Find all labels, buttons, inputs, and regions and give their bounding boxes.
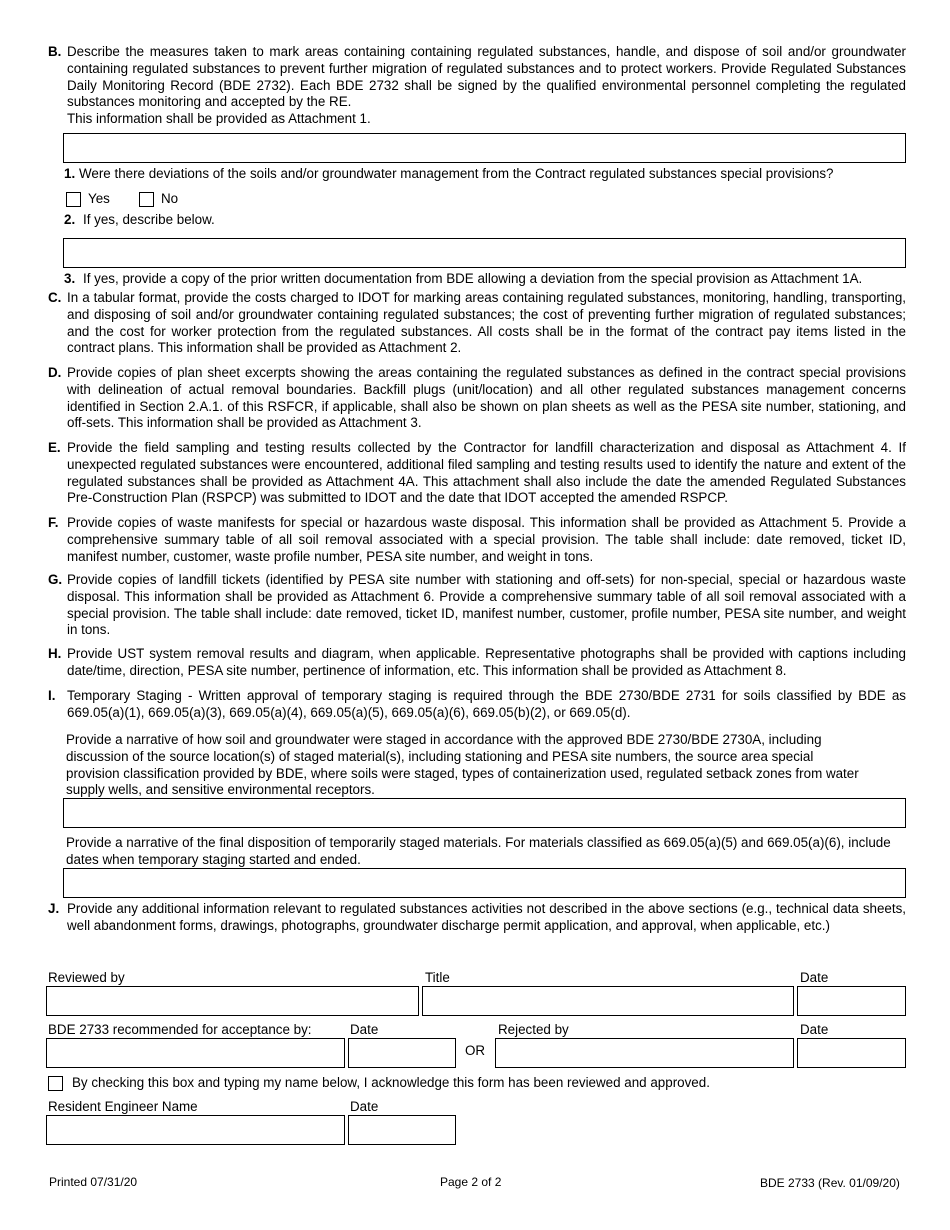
recommended-by-label: BDE 2733 recommended for acceptance by: <box>48 1022 312 1037</box>
question-2-label: 2. <box>64 212 76 227</box>
rejected-date-field[interactable] <box>797 1038 906 1068</box>
section-i-label: I. <box>48 688 56 703</box>
question-1-label: 1. <box>64 166 76 181</box>
section-d-text: Provide copies of plan sheet excerpts showing the areas containing the regulated substances as defined in the contract special provisions with delineation of actual removal boundaries. Backfill plugs (unit/location) and all other regulated substances management concerns identified in Section 2.A.1. of this RSFCR, if applicable, shall also be shown on plan sheets as well as the PESA site number, stationing, and off-sets. This information shall be provided as Attachment 3. <box>67 365 906 431</box>
section-h-label: H. <box>48 646 62 661</box>
yes-label: Yes <box>88 191 110 206</box>
question-3-label: 3. <box>64 271 76 286</box>
question-2-text: If yes, describe below. <box>83 212 215 227</box>
section-g-text: Provide copies of landfill tickets (identified by PESA site number with stationing and off-sets) for non-special, special or hazardous waste disposal. This information shall be provided as Attachment 6. Provide a comprehensive summary table of all soil removal associated with a special provision. The table shall include: date removed, ticket ID, manifest number, customer, profile number, PESA site number, and weight in tons. <box>67 572 906 638</box>
yes-checkbox[interactable] <box>66 192 81 207</box>
staging-narrative-field[interactable] <box>63 798 906 828</box>
section-j-text: Provide any additional information relevant to regulated substances activities not described in the above sections (e.g., technical data sheets, well abandonment forms, drawings, photographs, groundwater discharge permit application, and approval, when applicable, etc.) <box>67 901 906 933</box>
section-b-text: Describe the measures taken to mark areas containing containing regulated substances, handle, and dispose of soil and/or groundwater containing regulated substances to prevent further migration of regulated substances and to protect workers. Provide Regulated Substances Daily Monitoring Record (BDE 2732). Each BDE 2732 shall be signed by the qualified environmental personnel completing the regulated substances monitoring and accepted by the RE. <box>67 44 906 110</box>
section-f-text: Provide copies of waste manifests for special or hazardous waste disposal. This information shall be provided as Attachment 5. Provide a comprehensive summary table of all soil removal associated with a special provision. The table shall include: date removed, ticket ID, manifest number, customer, waste profile number, PESA site number, and weight in tons. <box>67 515 906 564</box>
staging-narrative-prompt: Provide a narrative of how soil and groundwater were staged in accordance with the approved BDE 2730/BDE 2730A, including discussion of the source location(s) of staged material(s), including stationing and PESA site numbers, the source area special provision classification provided by BDE, where soils were staged, types of containerization used, regulated setback zones from water supply wells, and sensitive environmental receptors. <box>66 732 859 798</box>
disposition-narrative-prompt: Provide a narrative of the final disposition of temporarily staged materials. For materials classified as 669.05(a)(5) and 669.05(a)(6), include dates when temporary staging started and ended. <box>66 835 891 867</box>
section-d-label: D. <box>48 365 62 380</box>
acknowledge-label: By checking this box and typing my name below, I acknowledge this form has been reviewed and approved. <box>72 1075 710 1090</box>
deviation-description-field[interactable] <box>63 238 906 268</box>
section-b-attachment-note: This information shall be provided as Attachment 1. <box>67 111 371 126</box>
acknowledge-checkbox[interactable] <box>48 1076 63 1091</box>
rejected-date-label: Date <box>800 1022 829 1037</box>
question-1-text: Were there deviations of the soils and/or groundwater management from the Contract regulated substances special provisions? <box>79 166 834 181</box>
question-3-text: If yes, provide a copy of the prior written documentation from BDE allowing a deviation from the special provision as Attachment 1A. <box>83 271 863 286</box>
section-j-label: J. <box>48 901 60 916</box>
rejected-by-field[interactable] <box>495 1038 794 1068</box>
section-h-text: Provide UST system removal results and diagram, when applicable. Representative photographs shall be provided with captions including date/time, direction, PESA site number, pertinence of information, etc. This information shall be provided as Attachment 8. <box>67 646 906 678</box>
resident-engineer-name-field[interactable] <box>46 1115 345 1145</box>
section-g-label: G. <box>48 572 63 587</box>
section-e-text: Provide the field sampling and testing results collected by the Contractor for landfill characterization and disposal as Attachment 4. If unexpected regulated substances were encountered, additional filed sampling and testing results used to identify the nature and extent of the regulated substances shall be provided as Attachment 4A. This attachment shall also include the date the amended Regulated Substances Pre-Construction Plan (RSPCP) was submitted to IDOT and the date that IDOT accepted the amended RSPCP. <box>67 440 906 506</box>
section-f-label: F. <box>48 515 59 530</box>
section-b-description-field[interactable] <box>63 133 906 163</box>
resident-engineer-label: Resident Engineer Name <box>48 1099 198 1114</box>
reviewed-by-field[interactable] <box>46 986 419 1016</box>
rejected-by-label: Rejected by <box>498 1022 569 1037</box>
or-label: OR <box>465 1043 486 1058</box>
recommended-date-label: Date <box>350 1022 379 1037</box>
title-field[interactable] <box>422 986 794 1016</box>
section-e-label: E. <box>48 440 61 455</box>
recommended-by-field[interactable] <box>46 1038 345 1068</box>
recommended-date-field[interactable] <box>348 1038 456 1068</box>
section-c-label: C. <box>48 290 62 305</box>
no-checkbox[interactable] <box>139 192 154 207</box>
printed-date: Printed 07/31/20 <box>49 1175 138 1189</box>
section-c-text: In a tabular format, provide the costs charged to IDOT for marking areas containing regulated substances, monitoring, handling, transporting, and disposing of soil and/or groundwater containing regulated substances; the cost of preventing further migration of regulated substances; and the cost for worker protection from the regulated substances. All costs shall be in the format of the contract pay items listed in the contract plans. This information shall be provided as Attachment 2. <box>67 290 906 356</box>
resident-engineer-date-field[interactable] <box>348 1115 456 1145</box>
page-number: Page 2 of 2 <box>440 1175 502 1189</box>
form-number: BDE 2733 (Rev. 01/09/20) <box>760 1176 900 1190</box>
resident-engineer-date-label: Date <box>350 1099 379 1114</box>
no-label: No <box>161 191 179 206</box>
reviewed-by-label: Reviewed by <box>48 970 125 985</box>
section-b-label: B. <box>48 44 62 59</box>
review-date-label: Date <box>800 970 829 985</box>
review-date-field[interactable] <box>797 986 906 1016</box>
disposition-narrative-field[interactable] <box>63 868 906 898</box>
section-i-text: Temporary Staging - Written approval of temporary staging is required through the BDE 2730/BDE 2731 for soils classified by BDE as 669.05(a)(1), 669.05(a)(3), 669.05(a)(4), 669.05(a)(5), 669.05(a)(6), 669.05(b)(2), or 669.05(d). <box>67 688 906 720</box>
title-label: Title <box>425 970 450 985</box>
